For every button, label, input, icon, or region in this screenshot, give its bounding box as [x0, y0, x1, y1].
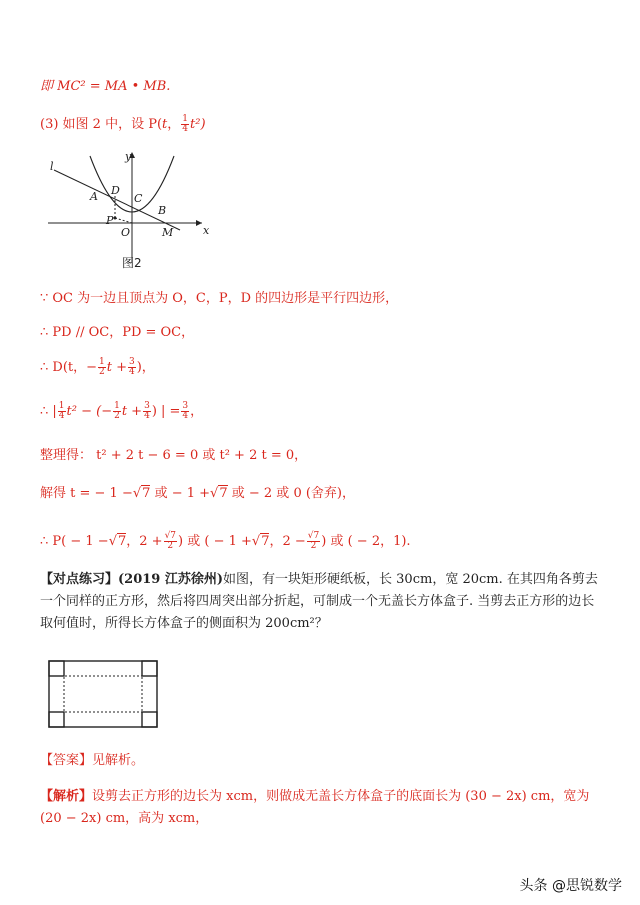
- fraction: $\frac{1}{2}$: [114, 401, 120, 421]
- fraction: $\frac{3}{4}$: [182, 401, 189, 421]
- label-A: A: [90, 190, 98, 203]
- fraction: $\frac{1}{4}$: [182, 114, 189, 134]
- watermark: 头条 @思锐数学: [519, 878, 622, 894]
- exercise-text: 如图，有一块矩形硬纸板，长 30cm，宽 20cm. 在其四角各剪去一个同样的正方形，然后将四周突出部分折起，可制成一个无盖长方体盒子. 当剪去正方形的边长取何值时，所得长方体盒子的侧面积为 200cm²？: [40, 572, 598, 631]
- cardboard-figure: [48, 660, 158, 728]
- label-D: D: [111, 184, 120, 197]
- fraction: $\frac{√7}{2}$: [307, 531, 320, 551]
- label-l: l: [50, 160, 54, 173]
- text: (3) 如图 2 中，设 P(: [40, 117, 163, 132]
- text: t: [162, 117, 168, 132]
- solution-line-1: 即 MC² = MA • MB.: [40, 79, 171, 94]
- label-x: x: [203, 224, 210, 237]
- label-M: M: [162, 226, 174, 239]
- solution-line-3: ∵ OC 为一边且顶点为 O，C，P，D 的四边形是平行四边形，: [40, 291, 399, 306]
- fraction: $\frac{√7}{2}$: [164, 531, 177, 551]
- solution-line-8: 解得 t = − 1 −√7 或 − 1 +√7 或 − 2 或 0 (舍弃)，: [40, 486, 355, 501]
- analysis-text: 设剪去正方形的边长为 xcm，则做成无盖长方体盒子的底面长为 (30 − 2x) cm，宽为 (20 − 2x) cm，高为 xcm，: [40, 789, 590, 826]
- fraction: $\frac{1}{4}$: [58, 401, 65, 421]
- answer-line: 【答案】见解析。: [40, 753, 145, 768]
- solution-line-7: 整理得： t² + 2 t − 6 = 0 或 t² + 2 t = 0，: [40, 448, 308, 463]
- label-B: B: [158, 204, 167, 217]
- exercise-source: (2019 江苏徐州): [118, 572, 224, 587]
- label-P: P: [106, 214, 114, 227]
- solution-line-5: ∴ D(t，− $\frac{1}{2}$ t + $\frac{3}{4}$ )，: [40, 357, 155, 377]
- label-O: O: [121, 226, 131, 239]
- exercise-paragraph: [40, 569, 600, 635]
- analysis-tag: 【解析】: [40, 789, 93, 804]
- solution-line-4: ∴ PD // OC，PD = OC，: [40, 325, 195, 340]
- figure-2-graph: [40, 148, 230, 268]
- fraction: $\frac{3}{4}$: [144, 401, 150, 421]
- solution-line-9: ∴ P( − 1 −√7，2 + $\frac{√7}{2}$ ) 或 ( − 1 +√7，2 − $\frac{√7}{2}$ ) 或 ( − 2，1).: [40, 531, 411, 551]
- cardboard-diagram: [48, 660, 158, 728]
- label-C: C: [134, 192, 143, 205]
- analysis-paragraph: [40, 786, 600, 830]
- label-y: y: [125, 150, 132, 163]
- figure-2-caption: 图2: [122, 256, 142, 270]
- exercise-tag: 【对点练习】: [40, 572, 119, 587]
- solution-line-2: (3) 如图 2 中，设 P(t， $\frac{1}{4}$ t²): [40, 114, 206, 134]
- solution-line-6: ∴ | $\frac{1}{4}$ t² − (− $\frac{1}{2}$ t + $\frac{3}{4}$ ) | = $\frac{3}{4}$ ，: [40, 401, 204, 421]
- figure-2: [40, 148, 230, 268]
- fraction: $\frac{1}{2}$: [99, 357, 105, 377]
- fraction: $\frac{3}{4}$: [129, 357, 135, 377]
- text: t²): [190, 117, 206, 132]
